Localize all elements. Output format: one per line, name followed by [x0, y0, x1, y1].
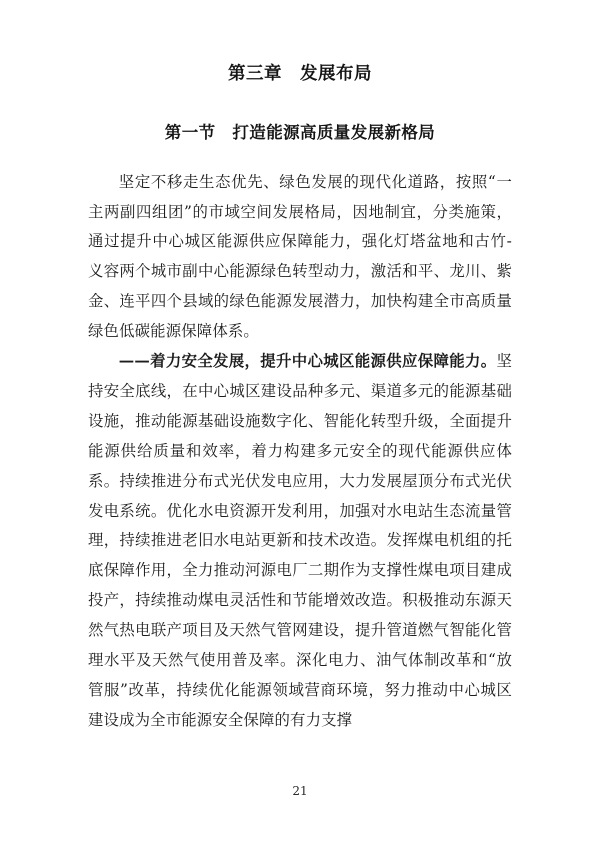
page-number: 21 [292, 784, 308, 798]
page-content [88, 62, 512, 736]
paragraph-2-body: 坚持安全底线，在中心城区建设品种多元、渠道多元的能源基础设施，推动能源基础设施数字化、智能化转型升级，全面提升能源供给质量和效率，着力构建多元安全的现代能源供应体系。持续推进分布式光伏发电应用，大力发展屋顶分布式光伏发电系统。优化水电资源开发利用，加强对水电站生态流量管理，持续推进老旧水电站更新和技术改造。发挥煤电机组的托底保障作用，全力推动河源电厂二期作为支撑性煤电项目建成投产，持续推动煤电灵活性和节能增效改造。积极推动东源天然气热电联产项目及天然气管网建设，提升管道燃气智能化管理水平及天然气使用普及率。深化电力、油气体制改革和“放管服”改革，持续优化能源领域营商环境，努力推动中心城区建设成为全市能源安全保障的有力支撑 [88, 352, 512, 729]
paragraph-1: 坚定不移走生态优先、绿色发展的现代化道路，按照“一主两副四组团”的市域空间发展格局，因地制宜，分类施策，通过提升中心城区能源供应保障能力，强化灯塔盆地和古竹-义容两个城市副中心能源绿色转型动力，激活和平、龙川、紫金、连平四个县域的绿色能源发展潜力，加快构建全市高质量绿色低碳能源保障体系。 [88, 172, 512, 341]
chapter-title: 第三章 发展布局 [228, 64, 372, 84]
paragraph-2-bold-lead: ——着力安全发展，提升中心城区能源供应保障能力。 [118, 352, 497, 371]
section-title: 第一节 打造能源高质量发展新格局 [164, 122, 436, 142]
paragraph-2 [88, 347, 512, 736]
